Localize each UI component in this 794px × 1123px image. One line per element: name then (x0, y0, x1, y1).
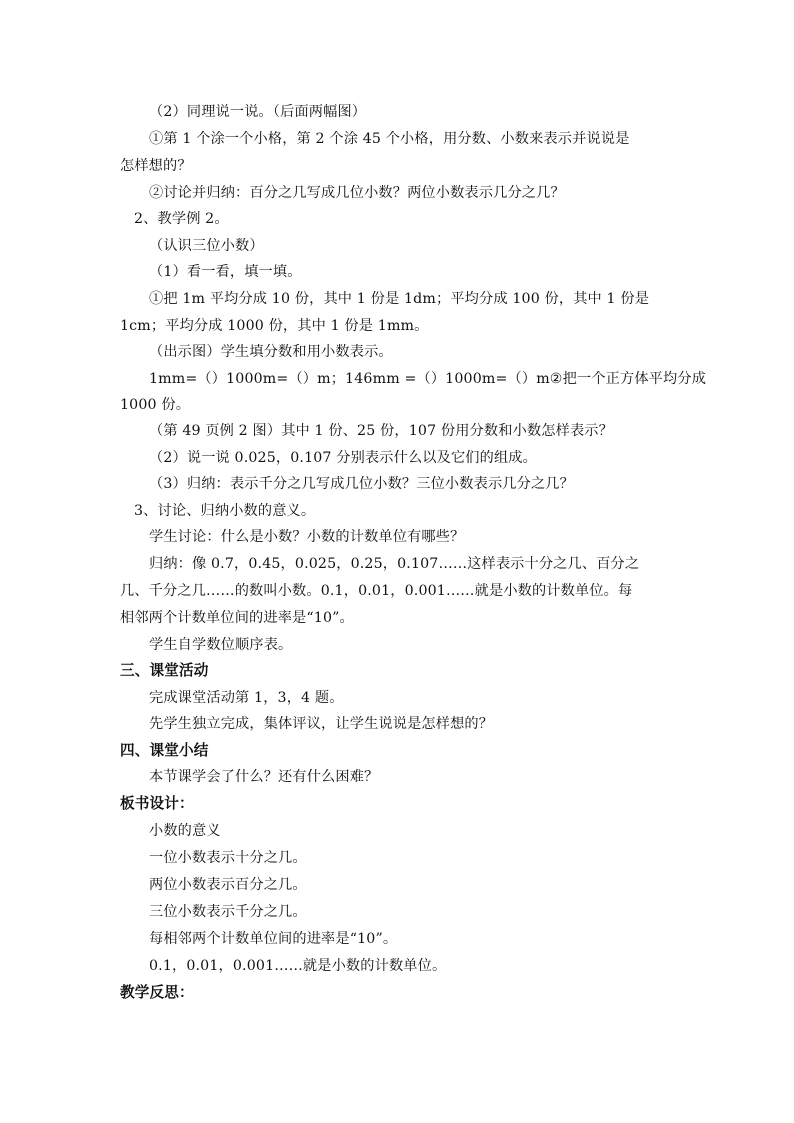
text-line: 先学生独立完成，集体评议，让学生说说是怎样想的？ (149, 716, 494, 732)
text-line: 0.1，0.01，0.001……就是小数的计数单位。 (149, 958, 447, 974)
section-heading: 3、讨论、归纳小数的意义。 (134, 503, 316, 519)
text-line: （第 49 页例 2 图）其中 1 份、25 份，107 份用分数和小数怎样表示？ (149, 423, 613, 439)
text-line: （认识三位小数） (149, 238, 264, 254)
section-heading: 2、教学例 2。 (134, 211, 229, 227)
text-line: （2）说一说 0.025，0.107 分别表示什么以及它们的组成。 (149, 450, 537, 466)
text-line: 一位小数表示十分之几。 (149, 850, 307, 866)
section-title-classroom-activity: 三、课堂活动 (120, 662, 209, 679)
text-line: 完成课堂活动第 1，3，4 题。 (149, 690, 344, 706)
text-line: 学生讨论：什么是小数？小数的计数单位有哪些？ (149, 529, 465, 545)
text-line: 相邻两个计数单位间的进率是“10”。 (120, 610, 354, 626)
section-title-reflection: 教学反思： (120, 984, 194, 1001)
text-line: 1mm=（）1000m=（）m；146mm =（）1000m=（）m②把一个正方体平均分成 (149, 371, 707, 387)
text-line: 1cm；平均分成 1000 份，其中 1 份是 1mm。 (120, 318, 429, 334)
text-line: ①把 1m 平均分成 10 份，其中 1 份是 1dm；平均分成 100 份，其中 1 份是 (149, 291, 650, 307)
text-line: 本节课学会了什么？还有什么困难？ (149, 769, 379, 785)
text-line: 三位小数表示千分之几。 (149, 904, 307, 920)
section-title-summary: 四、课堂小结 (120, 742, 209, 759)
text-line: 几、千分之几……的数叫小数。0.1，0.01，0.001……就是小数的计数单位。每 (120, 583, 633, 599)
text-line: ①第 1 个涂一个小格，第 2 个涂 45 个小格，用分数、小数来表示并说说是 (149, 131, 630, 147)
section-title-board-design: 板书设计： (120, 795, 194, 812)
text-line: 每相邻两个计数单位间的进率是“10”。 (149, 931, 398, 947)
text-line: （3）归纳：表示千分之几写成几位小数？三位小数表示几分之几？ (149, 476, 574, 492)
text-line: ②讨论并归纳：百分之几写成几位小数？两位小数表示几分之几？ (149, 185, 565, 201)
text-line: 学生自学数位顺序表。 (149, 637, 293, 653)
text-line: （出示图）学生填分数和用小数表示。 (149, 344, 393, 360)
text-line: 小数的意义 (149, 823, 221, 839)
text-line: 怎样想的？ (120, 158, 192, 174)
text-line: 两位小数表示百分之几。 (149, 877, 307, 893)
text-line: （1）看一看，填一填。 (149, 264, 302, 280)
text-line: 1000 份。 (120, 397, 191, 413)
text-line: 归纳：像 0.7，0.45，0.025，0.25，0.107……这样表示十分之几、百分之 (149, 556, 640, 572)
text-line: （2）同理说一说。（后面两幅图） (149, 104, 367, 120)
